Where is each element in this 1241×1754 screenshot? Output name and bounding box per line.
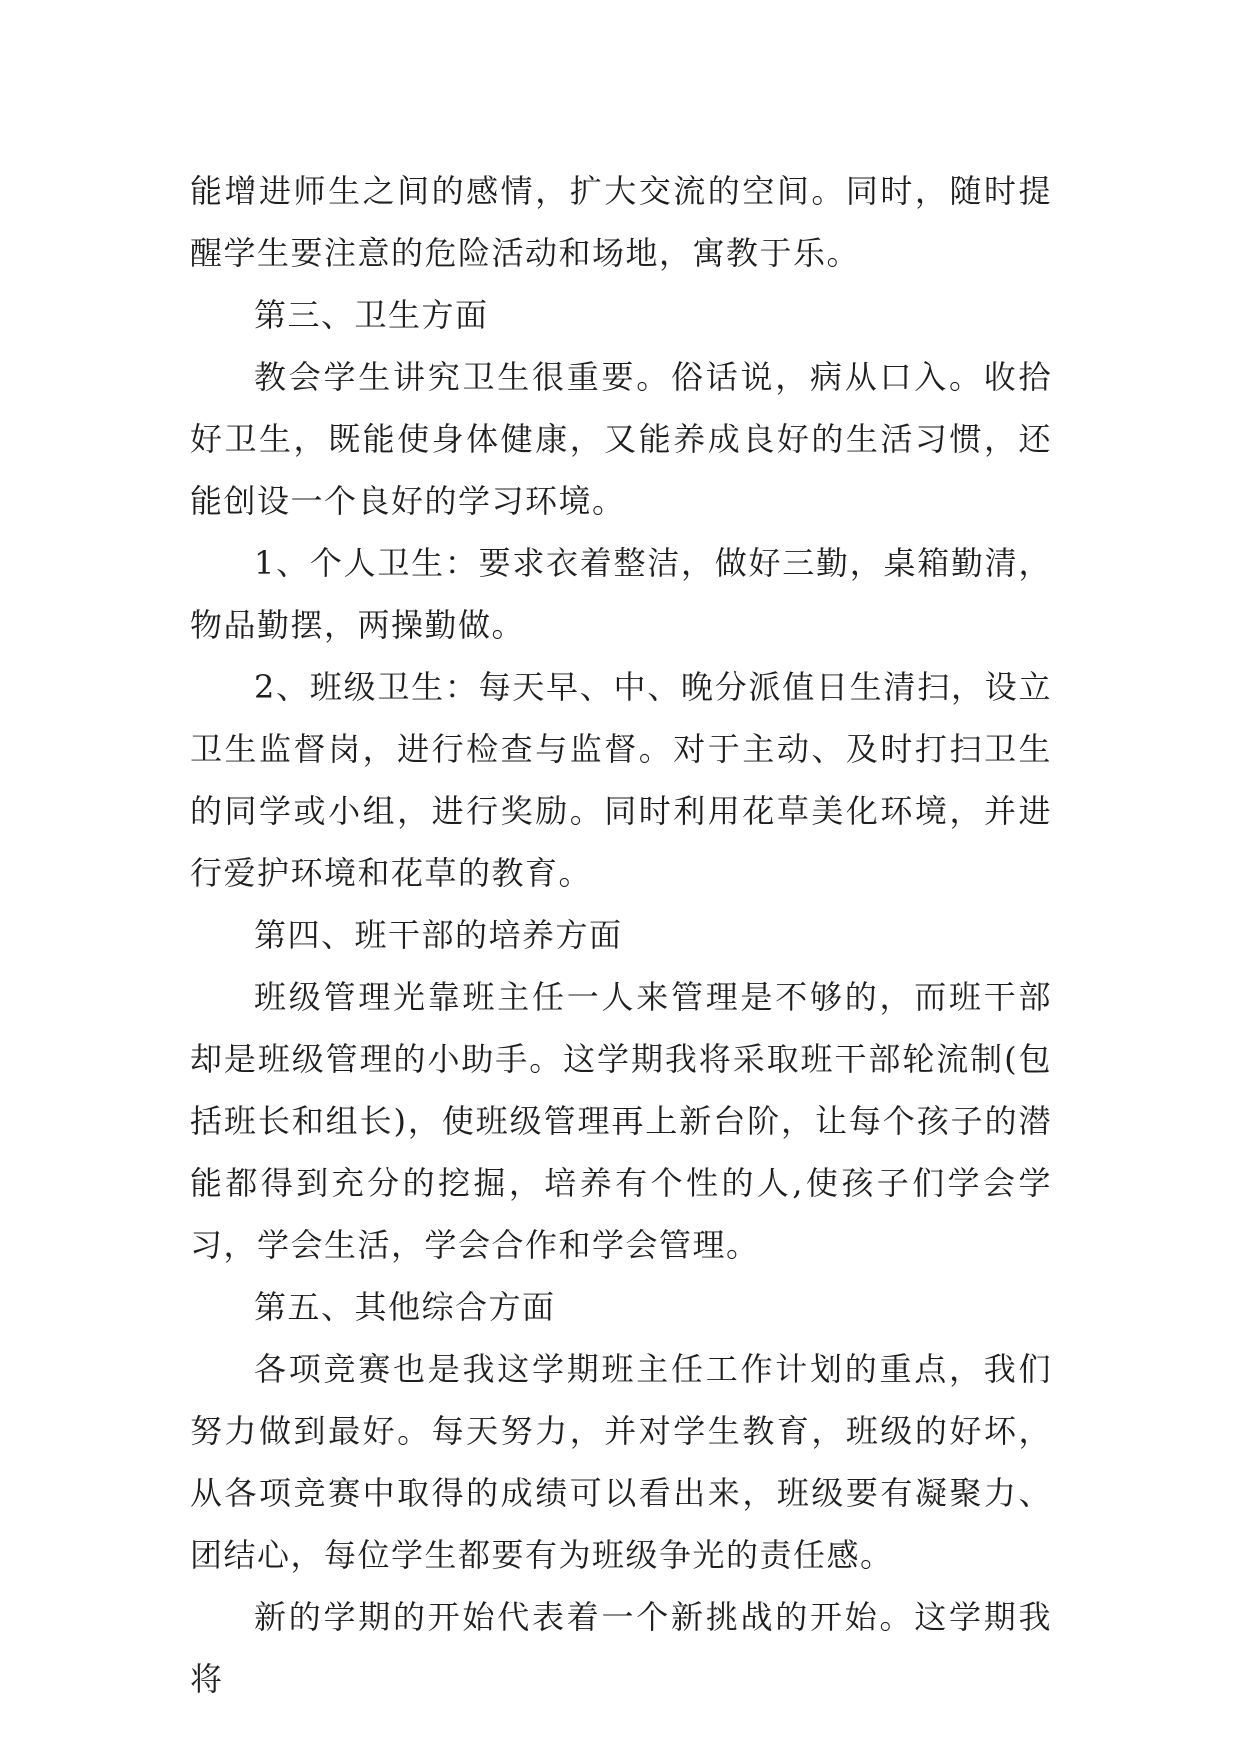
section-heading-class-cadres: 第四、班干部的培养方面 — [254, 916, 623, 954]
section-heading-other: 第五、其他综合方面 — [254, 1288, 556, 1326]
paragraph-class-cadres: 班级管理光靠班主任一人来管理是不够的，而班干部却是班级管理的小助手。这学期我将采取班干部轮流制(包括班长和组长)，使班级管理再上新台阶，让每个孩子的潜能都得到充分的挖掘，培养有个性的人,使孩子们学会学习，学会生活，学会合作和学会管理。 — [190, 978, 1052, 1264]
document-body — [190, 160, 1052, 1710]
paragraph-competitions: 各项竞赛也是我这学期班主任工作计划的重点，我们努力做到最好。每天努力，并对学生教育，班级的好坏，从各项竞赛中取得的成绩可以看出来，班级要有凝聚力、团结心，每位学生都要有为班级争光的责任感。 — [190, 1350, 1052, 1574]
paragraph-class-hygiene: 2、班级卫生：每天早、中、晚分派值日生清扫，设立卫生监督岗，进行检查与监督。对于主动、及时打扫卫生的同学或小组，进行奖励。同时利用花草美化环境，并进行爱护环境和花草的教育。 — [190, 668, 1052, 892]
section-heading-hygiene: 第三、卫生方面 — [254, 296, 489, 334]
paragraph-continuation: 能增进师生之间的感情，扩大交流的空间。同时，随时提醒学生要注意的危险活动和场地，寓教于乐。 — [190, 172, 1052, 272]
paragraph-new-semester: 新的学期的开始代表着一个新挑战的开始。这学期我将 — [190, 1598, 1052, 1698]
paragraph-personal-hygiene: 1、个人卫生：要求衣着整洁，做好三勤，桌箱勤清，物品勤摆，两操勤做。 — [190, 544, 1052, 644]
paragraph-hygiene-intro: 教会学生讲究卫生很重要。俗话说，病从口入。收拾好卫生，既能使身体健康，又能养成良好的生活习惯，还能创设一个良好的学习环境。 — [190, 358, 1052, 520]
